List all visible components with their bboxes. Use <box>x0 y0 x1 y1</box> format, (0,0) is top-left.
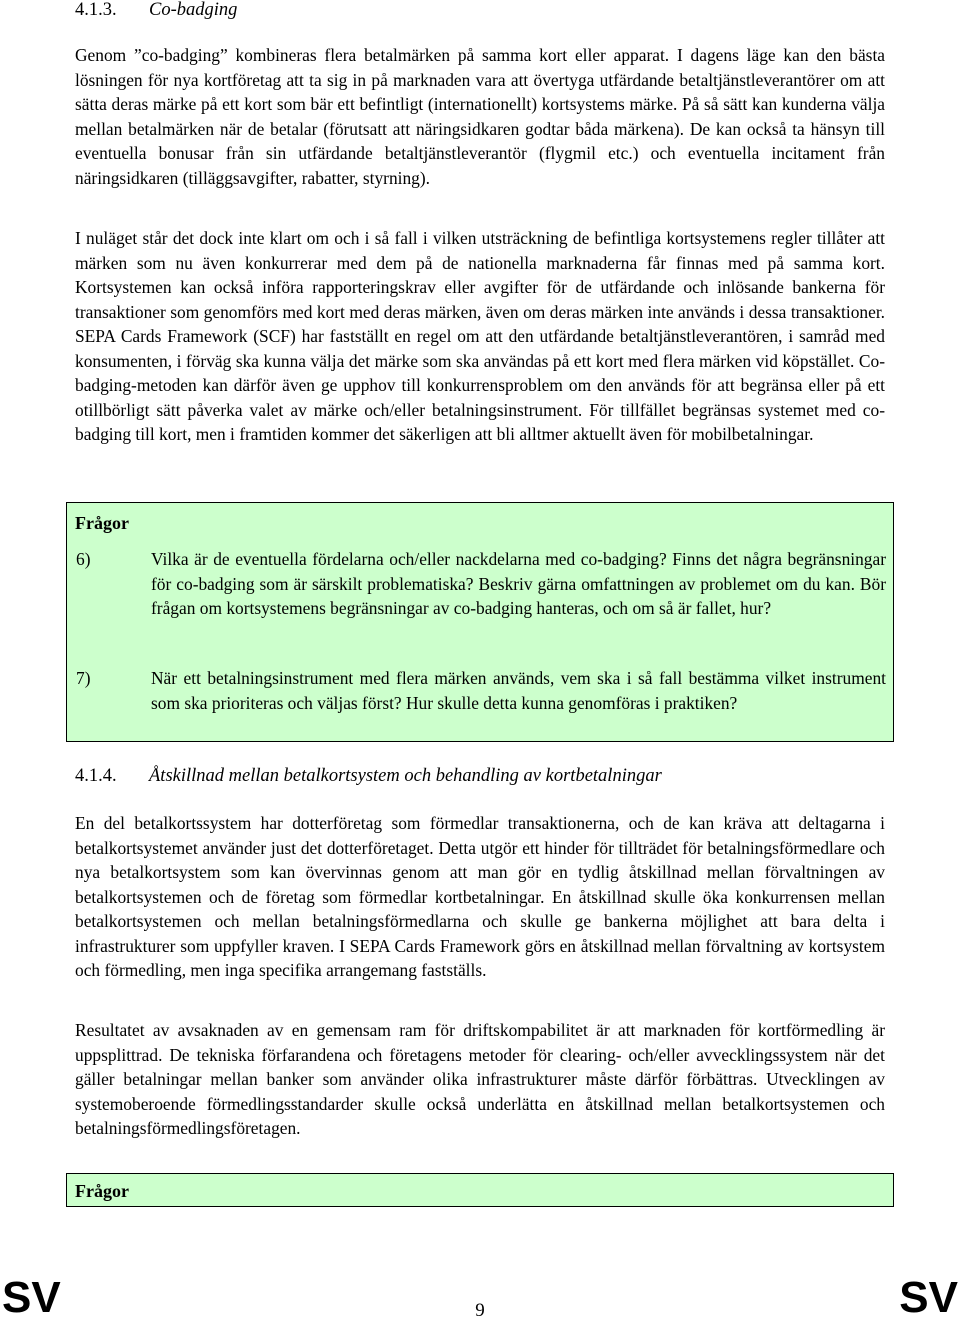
question-text: Vilka är de eventuella fördelarna och/eller nackdelarna med co-badging? Finns det några begränsningar för co-badging som är särskilt problematiska? Beskriv gärna omfattningen av problemet om du kan. Bör frågan om kortsystemens begränsningar av co-badging hanteras, och om så är fallet, hur? <box>151 549 886 618</box>
section-heading-4-1-3 <box>75 0 237 22</box>
paragraph-co-badging-rules: I nuläget står det dock inte klart om och i så fall i vilken utsträckning de befintliga kortsystemens regler tillåter att märken som nu även konkurrerar med dem på de nationella marknaderna får finnas med på samma kort. Kortsystemen kan också införa rapporteringskrav eller avgifter för de utfärdande och inlösande bankerna för transaktioner som genomförs med kort med deras märken, även om deras märken inte används i dessa transaktioner. SEPA Cards Framework (SCF) har fastställt en regel om att den utfärdande betaltjänstleverantören, i samråd med konsumenten, i förväg ska kunna välja det märke som ska användas på ett kort med flera märken vid köpstället. Co-badging-metoden kan därför även ge upphov till konkurrensproblem om den används för att begränsa eller på ett otillbörligt sätt påverka valet av märke och/eller betalningsinstrument. För tillfället begränsas systemet med co-badging till kort, men i framtiden kommer det säkerligen att bli alltmer aktuellt även för mobilbetalningar. <box>75 228 885 444</box>
question-number: 7) <box>76 668 91 688</box>
paragraph-co-badging-intro: Genom ”co-badging” kombineras flera betalmärken på samma kort eller apparat. I dagens läge kan den bästa lösningen för nya kortföretag att ta sig in på marknaden vara att övertyga utfärdande betaltjänstleverantörer om att sätta deras märke på ett kort som bär ett befintligt (internationellt) kortsystems märke. På så sätt kan kunderna välja mellan betalmärken när de betalar (förutsatt att näringsidkaren godtar båda märkena). De kan också ta hänsyn till eventuella bonusar från sin utfärdande betaltjänstleverantör (flygmil etc.) och eventuella incitament från näringsidkaren (tilläggsavgifter, rabatter, styrning). <box>75 45 885 188</box>
paragraph-interoperability: Resultatet av avsaknaden av en gemensam ram för driftskompabilitet är att marknaden för kortförmedling är uppsplittrad. De tekniska förfarandena och företagens metoder för clearing- och/eller avvecklingssystem när det gäller betalningar mellan banker som använder olika infrastrukturer måste därför förbättras. Utvecklingen av systemoberoende förmedlingsstandarder skulle också underlätta en åtskillnad mellan betalkortsystemen och betalningsförmedlingsföretagen. <box>75 1020 885 1138</box>
question-item-6 <box>76 547 886 621</box>
questions-title: Frågor <box>75 513 129 533</box>
section-number: 4.1.4. <box>75 766 117 786</box>
question-item-7 <box>76 666 886 715</box>
question-number: 6) <box>76 549 91 569</box>
paragraph-separation: En del betalkortssystem har dotterföretag som förmedlar transaktionerna, och de kan kräva att deltagarna i betalkortsystemet använder just det dotterföretaget. Detta utgör ett hinder för tillträdet för betalningsförmedlare och nya betalkortsystem som kan övervinnas genom att man gör en tydlig åtskillnad mellan förvaltningen av betalkortsystemen och de företag som förmedlar kortbetalningar. En åtskillnad skulle öka konkurrensen mellan betalkortsystemen och mellan betalningsförmedlarna och skulle ge bankerna möjlighet att bara delta i infrastrukturer som uppfyller kraven. I SEPA Cards Framework görs en åtskillnad mellan förvaltning av kortsystem och förmedling, men inga specifika arrangemang fastställs. <box>75 813 885 980</box>
page-number: 9 <box>475 1300 485 1321</box>
questions-box-2 <box>66 1173 894 1207</box>
section-number: 4.1.3. <box>75 0 117 20</box>
section-title: Åtskillnad mellan betalkortsystem och behandling av kortbetalningar <box>149 766 662 786</box>
footer-language-left: SV <box>2 1273 61 1322</box>
questions-box-1 <box>66 502 894 742</box>
questions-title: Frågor <box>75 1181 129 1201</box>
question-text: När ett betalningsinstrument med flera märken används, vem ska i så fall bestämma vilket instrument som ska prioriteras och väljas först? Hur skulle detta kunna genomföras i praktiken? <box>151 668 886 713</box>
section-heading-4-1-4 <box>75 764 662 788</box>
footer-language-right: SV <box>899 1273 958 1322</box>
section-title: Co-badging <box>149 0 238 20</box>
